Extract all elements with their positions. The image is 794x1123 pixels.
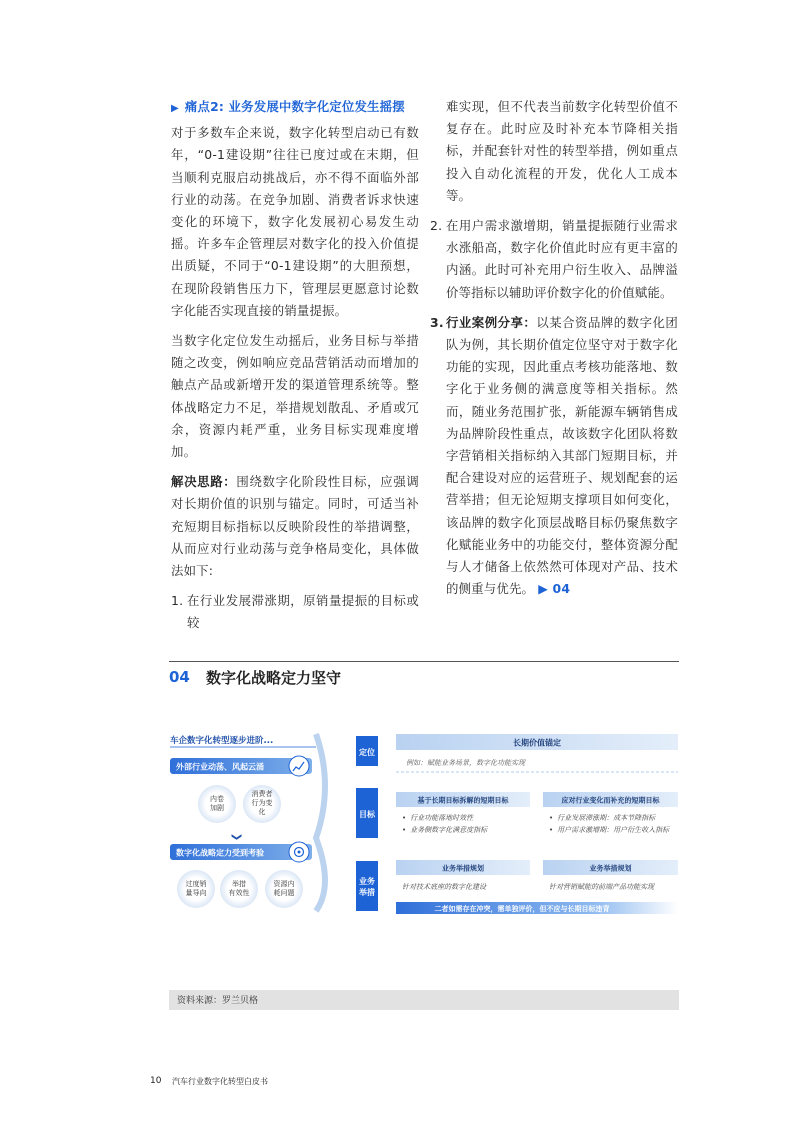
- svg-text:目标: 目标: [359, 810, 375, 819]
- section-ref-link[interactable]: ▶ 04: [538, 581, 571, 597]
- diagram-left-title: 车企数字化转型逐步进阶...: [170, 736, 274, 746]
- svg-text:业务举措规划: 业务举措规划: [442, 864, 484, 873]
- source-bar: [169, 990, 679, 1010]
- lead-label: 解决思路：: [171, 474, 237, 490]
- action-right-text: 针对营销赋能的前端产品功能实现: [549, 883, 654, 891]
- action-left-text: 针对技术底座的数字化建设: [402, 883, 486, 891]
- band-label: 外部行业动荡、风起云涌: [176, 762, 264, 772]
- list-number: 2.: [430, 218, 443, 234]
- list-text: 在用户需求激增期，销量提振随行业需求水涨船高，数字化价值此时应有更丰富的内涵。此时可补充用户衍生收入、品牌溢价等指标以辅助评价数字化的价值赋能。: [446, 218, 678, 300]
- circle-text: 消费者: [251, 790, 273, 798]
- long-term-example: 例如：赋能业务场景，数字化功能实现: [406, 759, 525, 767]
- right-column: [430, 96, 678, 600]
- paragraph: 解决思路：围绕数字化阶段性目标，应强调对长期价值的识别与锚定。同时，可适当补充短期目标指标以反映阶段性的举措调整，从而应对行业动荡与竞争格局变化，具体做法如下:: [171, 474, 419, 579]
- list-item: [430, 312, 678, 601]
- list-text: 难实现，但不代表当前数字化转型价值不复存在。此时应及时补充本节降相关指标，并配套针对性的转型举措，例如重点投入自动化流程的开发，优化人工成本等。: [446, 99, 678, 203]
- svg-text:业务: 业务: [359, 877, 375, 886]
- bullet-item: • 业务侧数字化满意度指标: [402, 826, 488, 834]
- list-text: 在行业发展滞涨期，原销量提振的目标或较: [187, 593, 419, 631]
- chevron-down-icon: ❯: [231, 832, 242, 842]
- svg-text:基于长期目标拆解的短期目标: 基于长期目标拆解的短期目标: [417, 796, 509, 805]
- bullet-item: • 行业功能落地时效性: [402, 814, 474, 822]
- circle-text: 过度销: [185, 880, 207, 888]
- left-column: [171, 96, 419, 635]
- list-item: [430, 96, 678, 207]
- svg-text:应对行业变化而补充的短期目标: 应对行业变化而补充的短期目标: [561, 796, 660, 805]
- svg-text:业务举措规划: 业务举措规划: [589, 864, 632, 873]
- left-bracket: [316, 734, 325, 911]
- row-label-action: [356, 861, 378, 911]
- circle-text: 行为变: [251, 799, 273, 807]
- bullet-item: • 用户需求激增期：用户衍生收入指标: [549, 826, 670, 834]
- circle-text: 有效性: [228, 889, 250, 897]
- circle-text: 量导向: [185, 889, 207, 897]
- circle-text: 化: [258, 808, 266, 816]
- svg-text:定位: 定位: [359, 748, 375, 757]
- list-text: 以某合资品牌的数字化团队为例，其长期价值定位坚守对于数字化功能的实现，因此重点考核功能落地、数字化于业务侧的满意度等相关指标。然而，随业务范围扩张，新能源车辆销售成为品牌阶段性重点，故该数字化团队将数字营销相关指标纳入其部门短期目标，并配合建设对应的运营班子、规划配套的运营举措；但无论短期支撑项目如何变化，该品牌的数字化顶层战略目标仍聚焦数字化赋能业务中的功能交付，整体资源分配与人才储备上依然然可体现对产品、技术的侧重与优先。: [446, 314, 678, 597]
- long-term-title: 长期价值锚定: [513, 738, 561, 748]
- section-divider: [169, 661, 679, 662]
- bottom-note: 二者如需存在冲突，需单独评价，但不应与长期目标违背: [434, 905, 610, 913]
- paragraph: 当数字化定位发生动摇后，业务目标与举措随之改变，例如响应竞品营销活动而增加的触点产品或新增开发的渠道管理系统等。整体战略定力不足，举措规划散乱、矛盾或冗余，资源内耗严重，业务目标实现难度增加。: [171, 333, 419, 460]
- triangle-icon: ▶: [171, 103, 179, 114]
- list-number: 1.: [171, 593, 184, 609]
- document-title: 汽车行业数字化转型白皮书: [172, 1077, 268, 1086]
- section-heading: ▶ 痛点2: 业务发展中数字化定位发生摇摆: [171, 99, 405, 114]
- bullet-item: • 行业发展滞涨期：成本节降指标: [549, 814, 656, 822]
- section-title: 数字化战略定力坚守: [206, 669, 342, 687]
- circle-text: 耗问题: [273, 889, 295, 897]
- svg-text:举措: 举措: [359, 888, 375, 897]
- list-item: [430, 215, 678, 304]
- paragraph: 对于多数车企来说，数字化转型启动已有数年，“0-1建设期”往往已度过或在末期，但当顺利克服启动挑战后，亦不得不面临外部行业的动荡。在竞争加剧、消费者诉求快速变化的环境下，数字化发展初心易发生动摇。许多车企管理层对数字化的投入价值提出质疑，不同于“0-1建设期”的大胆预想，在现阶段销售压力下，管理层更愿意讨论数字化能否实现直接的销量提振。: [171, 125, 419, 318]
- circle-text: 资源内: [273, 880, 295, 888]
- strategy-diagram: [166, 726, 686, 921]
- list-number: 3.: [430, 314, 444, 330]
- circle-text: 内卷: [210, 795, 224, 803]
- list-item: [171, 590, 419, 634]
- page-number: 10: [150, 1076, 162, 1086]
- circle-text: 举措: [232, 880, 246, 888]
- section-number: 04: [169, 668, 190, 686]
- lead-label: 行业案例分享：: [446, 314, 537, 330]
- band-label: 数字化战略定力受到考验: [176, 848, 264, 858]
- circle-text: 加剧: [210, 804, 224, 812]
- trend-chart-icon: [289, 756, 309, 776]
- source-text: 资料来源：罗兰贝格: [177, 996, 259, 1006]
